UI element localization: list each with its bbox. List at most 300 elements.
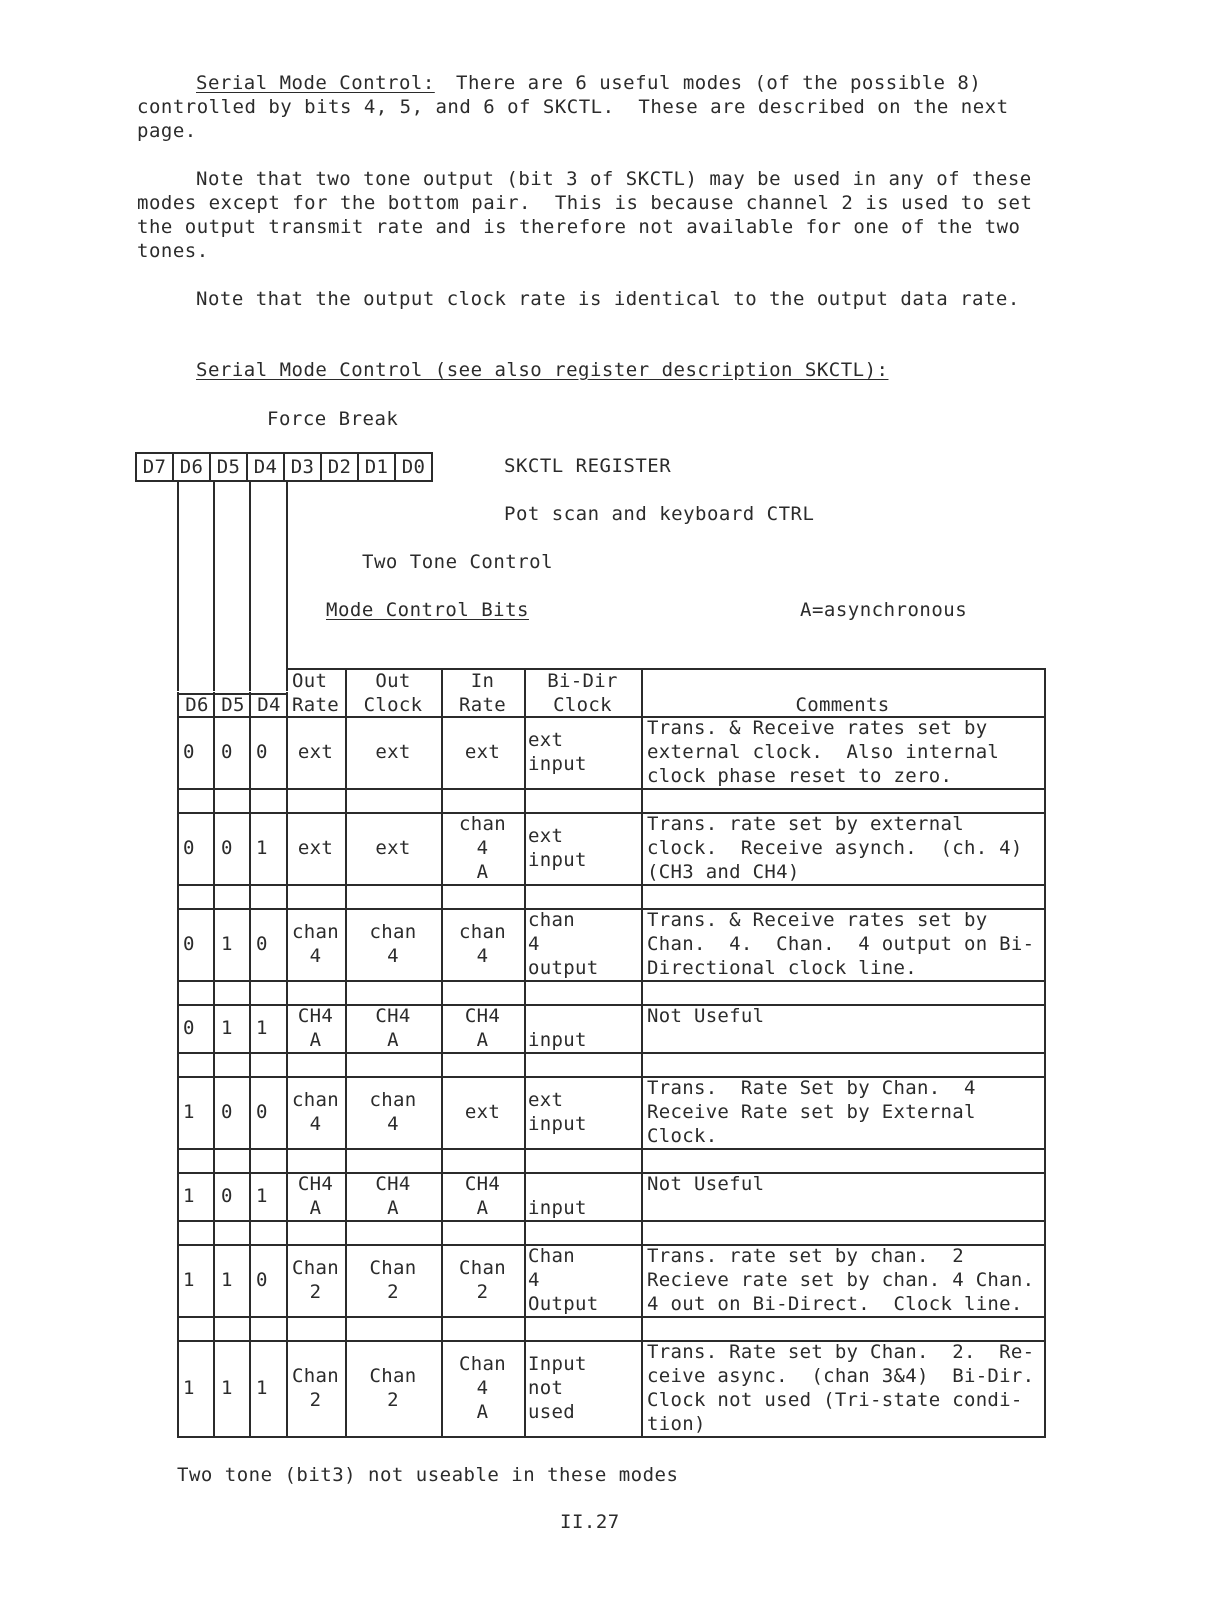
leader-line-d4 <box>249 481 251 691</box>
asynchronous-note: A=asynchronous <box>800 599 968 621</box>
cell-bidir: Chan <box>528 1245 575 1267</box>
row-col-rule <box>177 716 179 788</box>
cell-d4: 0 <box>256 741 268 763</box>
row-col-rule <box>641 1004 643 1052</box>
spacer-col-rule <box>286 788 288 812</box>
spacer-col-rule <box>213 788 215 812</box>
row-col-rule <box>345 716 347 788</box>
spacer-col-rule <box>177 1052 179 1076</box>
spacer-col-rule <box>213 884 215 908</box>
row-col-rule <box>524 1076 526 1148</box>
cell-d4: 1 <box>256 1185 268 1207</box>
row-col-rule <box>286 1172 288 1220</box>
row-col-rule <box>1044 812 1046 884</box>
spacer-col-rule <box>524 1052 526 1076</box>
spacer-col-rule <box>249 1220 251 1244</box>
row-col-rule <box>524 1340 526 1436</box>
spacer-col-rule <box>345 788 347 812</box>
spacer-col-rule <box>286 1220 288 1244</box>
cell-comments: tion) <box>647 1413 706 1435</box>
row-col-rule <box>286 812 288 884</box>
cell-in-rate: ext <box>464 1101 501 1123</box>
cell-out-clock: 2 <box>387 1389 399 1411</box>
row-col-rule <box>213 1244 215 1316</box>
cell-d6: 1 <box>183 1377 195 1399</box>
spacer-col-rule <box>524 980 526 1004</box>
cell-comments: Trans. Rate Set by Chan. 4 <box>647 1077 976 1099</box>
header-out-clock: Clock <box>363 694 423 716</box>
row-col-rule <box>441 812 443 884</box>
spacer-col-rule <box>177 1316 179 1340</box>
cell-bidir: ext <box>528 729 564 751</box>
row-col-rule <box>213 1172 215 1220</box>
cell-comments: clock phase reset to zero. <box>647 765 953 787</box>
register-bit: D4 <box>246 454 283 480</box>
intro-paragraph-2-line-3: the output transmit rate and is therefore not available for one of the two <box>137 216 1021 238</box>
cell-comments: Not Useful <box>647 1005 765 1027</box>
cell-bidir: chan <box>528 909 575 931</box>
cell-comments: (CH3 and CH4) <box>647 861 800 883</box>
mode-control-bits-label: Mode Control Bits <box>326 599 529 621</box>
row-col-rule <box>177 1004 179 1052</box>
row-col-rule <box>249 1004 251 1052</box>
spacer-col-rule <box>249 1148 251 1172</box>
cell-bidir: input <box>528 753 587 775</box>
cell-out-rate: Chan <box>292 1257 339 1279</box>
spacer-col-rule <box>441 1148 443 1172</box>
cell-d4: 1 <box>256 837 268 859</box>
spacer-bottom-rule <box>177 1172 1046 1174</box>
intro-paragraph-2-line-2: modes except for the bottom pair. This is because channel 2 is used to set <box>137 192 1033 214</box>
cell-out-clock: 4 <box>387 945 399 967</box>
spacer-col-rule <box>1044 1052 1046 1076</box>
row-col-rule <box>286 1004 288 1052</box>
spacer-col-rule <box>249 1052 251 1076</box>
force-break-label: Force Break <box>267 408 399 430</box>
header-bit-col-rule <box>177 692 179 716</box>
header-bit-col-rule <box>286 692 288 716</box>
intro-paragraph-1-line-2: controlled by bits 4, 5, and 6 of SKCTL. These are described on the next <box>137 96 1009 118</box>
row-col-rule <box>641 716 643 788</box>
spacer-col-rule <box>524 788 526 812</box>
cell-out-clock: A <box>387 1029 399 1051</box>
row-col-rule <box>286 1244 288 1316</box>
cell-in-rate: CH4 <box>464 1005 501 1027</box>
spacer-col-rule <box>641 1052 643 1076</box>
spacer-col-rule <box>524 1316 526 1340</box>
row-col-rule <box>213 1004 215 1052</box>
row-col-rule <box>345 908 347 980</box>
cell-d4: 1 <box>256 1377 268 1399</box>
cell-out-rate: chan <box>292 921 339 943</box>
spacer-col-rule <box>249 884 251 908</box>
cell-out-clock: ext <box>375 741 411 763</box>
cell-bidir: input <box>528 1113 587 1135</box>
leader-line-d3 <box>286 481 288 691</box>
header-col-rule <box>345 668 347 716</box>
skctl-register-bits <box>135 452 433 482</box>
cell-out-clock: CH4 <box>375 1005 411 1027</box>
cell-out-clock: chan <box>369 921 417 943</box>
spacer-col-rule <box>249 1316 251 1340</box>
row-col-rule <box>177 1076 179 1148</box>
row-col-rule <box>1044 1340 1046 1436</box>
spacer-col-rule <box>524 1220 526 1244</box>
cell-bidir: 4 <box>528 1269 540 1291</box>
header-top-rule <box>286 668 1046 670</box>
cell-d6: 1 <box>183 1185 195 1207</box>
cell-bidir: Output <box>528 1293 599 1315</box>
spacer-col-rule <box>1044 1316 1046 1340</box>
cell-d5: 0 <box>221 1101 233 1123</box>
spacer-col-rule <box>441 884 443 908</box>
spacer-col-rule <box>641 980 643 1004</box>
header-out-rate: Out <box>292 670 328 692</box>
spacer-col-rule <box>345 1052 347 1076</box>
row-col-rule <box>177 812 179 884</box>
cell-out-rate: 4 <box>309 1113 322 1135</box>
row-col-rule <box>177 1244 179 1316</box>
spacer-col-rule <box>441 788 443 812</box>
register-bit: D1 <box>357 454 394 480</box>
leader-line-d6 <box>177 481 179 691</box>
cell-d4: 0 <box>256 1101 268 1123</box>
header-comments: Comments <box>795 694 890 716</box>
row-col-rule <box>249 1172 251 1220</box>
cell-d6: 1 <box>183 1101 195 1123</box>
spacer-col-rule <box>524 884 526 908</box>
row-col-rule <box>441 1172 443 1220</box>
register-name: SKCTL REGISTER <box>504 455 672 477</box>
row-col-rule <box>1044 1004 1046 1052</box>
register-bit: D2 <box>320 454 357 480</box>
cell-in-rate: ext <box>464 741 501 763</box>
spacer-col-rule <box>177 788 179 812</box>
spacer-col-rule <box>441 980 443 1004</box>
row-bottom-rule <box>177 1436 1046 1438</box>
spacer-col-rule <box>213 1220 215 1244</box>
cell-out-rate: CH4 <box>297 1173 334 1195</box>
row-col-rule <box>524 1004 526 1052</box>
header-bottom-rule <box>177 716 1046 718</box>
cell-comments: clock. Receive asynch. (ch. 4) <box>647 837 1023 859</box>
cell-in-rate: A <box>476 1401 489 1423</box>
spacer-col-rule <box>345 1148 347 1172</box>
spacer-bottom-rule <box>177 1340 1046 1342</box>
cell-comments: Trans. rate set by chan. 2 <box>647 1245 964 1267</box>
cell-d5: 1 <box>221 1377 233 1399</box>
header-col-rule <box>441 668 443 716</box>
cell-d6: 0 <box>183 837 195 859</box>
spacer-col-rule <box>524 1148 526 1172</box>
row-col-rule <box>249 812 251 884</box>
cell-out-clock: ext <box>375 837 411 859</box>
cell-in-rate: chan <box>459 813 506 835</box>
register-bit: D7 <box>135 454 172 480</box>
header-right-rule <box>1044 668 1046 716</box>
header-in-rate: In <box>470 670 495 692</box>
row-col-rule <box>641 1244 643 1316</box>
cell-out-clock: A <box>387 1197 399 1219</box>
row-col-rule <box>641 1076 643 1148</box>
row-col-rule <box>249 1076 251 1148</box>
spacer-col-rule <box>286 1052 288 1076</box>
row-col-rule <box>1044 1244 1046 1316</box>
row-col-rule <box>641 1340 643 1436</box>
spacer-col-rule <box>1044 980 1046 1004</box>
cell-d5: 0 <box>221 837 233 859</box>
row-col-rule <box>441 1004 443 1052</box>
cell-bidir: input <box>528 1029 587 1051</box>
row-col-rule <box>641 908 643 980</box>
row-col-rule <box>441 1340 443 1436</box>
spacer-col-rule <box>1044 1148 1046 1172</box>
cell-bidir: not <box>528 1377 564 1399</box>
cell-out-clock: Chan <box>369 1257 417 1279</box>
row-col-rule <box>441 908 443 980</box>
pot-scan-label: Pot scan and keyboard CTRL <box>504 503 815 525</box>
spacer-col-rule <box>177 980 179 1004</box>
cell-out-rate: 4 <box>309 945 322 967</box>
row-col-rule <box>286 908 288 980</box>
spacer-col-rule <box>286 1148 288 1172</box>
cell-out-clock: 2 <box>387 1281 399 1303</box>
header-d4: D4 <box>257 694 281 716</box>
spacer-bottom-rule <box>177 1244 1046 1246</box>
cell-comments: ceive async. (chan 3&4) Bi-Dir. <box>647 1365 1035 1387</box>
cell-bidir: input <box>528 1197 587 1219</box>
row-col-rule <box>345 1004 347 1052</box>
cell-d6: 0 <box>183 741 195 763</box>
header-out-rate: Rate <box>292 694 339 716</box>
spacer-col-rule <box>441 1220 443 1244</box>
row-col-rule <box>177 1172 179 1220</box>
row-col-rule <box>524 1172 526 1220</box>
spacer-col-rule <box>249 980 251 1004</box>
cell-d6: 1 <box>183 1269 195 1291</box>
spacer-col-rule <box>441 1052 443 1076</box>
cell-d6: 0 <box>183 1017 195 1039</box>
spacer-col-rule <box>641 1220 643 1244</box>
intro-paragraph-3: Note that the output clock rate is identical to the output data rate. <box>196 288 1020 310</box>
spacer-col-rule <box>177 1220 179 1244</box>
spacer-col-rule <box>213 1052 215 1076</box>
row-bottom-rule <box>177 1220 1046 1222</box>
cell-bidir: ext <box>528 825 564 847</box>
spacer-col-rule <box>345 980 347 1004</box>
leader-line-d5 <box>213 481 215 691</box>
row-col-rule <box>345 1340 347 1436</box>
cell-in-rate: 4 <box>476 1377 489 1399</box>
row-col-rule <box>213 1076 215 1148</box>
cell-out-rate: ext <box>297 837 334 859</box>
cell-d6: 0 <box>183 933 195 955</box>
spacer-col-rule <box>441 1316 443 1340</box>
cell-out-rate: ext <box>297 741 334 763</box>
row-col-rule <box>345 1076 347 1148</box>
spacer-col-rule <box>286 980 288 1004</box>
cell-comments: Not Useful <box>647 1173 765 1195</box>
row-col-rule <box>441 1244 443 1316</box>
row-col-rule <box>1044 716 1046 788</box>
spacer-col-rule <box>286 884 288 908</box>
register-bit: D3 <box>283 454 320 480</box>
cell-comments: Clock. <box>647 1125 718 1147</box>
cell-in-rate: A <box>476 861 489 883</box>
cell-comments: Chan. 4. Chan. 4 output on Bi- <box>647 933 1035 955</box>
cell-comments: Trans. rate set by external <box>647 813 964 835</box>
intro-paragraph-2-line-1: Note that two tone output (bit 3 of SKCTL) may be used in any of these <box>196 168 1032 190</box>
page-number: II.27 <box>560 1511 620 1533</box>
intro-paragraph-2-line-4: tones. <box>137 240 209 262</box>
cell-d5: 0 <box>221 741 233 763</box>
header-bidir-clock: Bi-Dir <box>547 670 618 692</box>
cell-out-rate: Chan <box>292 1365 339 1387</box>
cell-d4: 1 <box>256 1017 268 1039</box>
spacer-col-rule <box>1044 1220 1046 1244</box>
register-bit: D5 <box>209 454 246 480</box>
cell-in-rate: A <box>476 1029 489 1051</box>
cell-d5: 0 <box>221 1185 233 1207</box>
row-col-rule <box>177 1340 179 1436</box>
row-col-rule <box>213 812 215 884</box>
row-col-rule <box>524 716 526 788</box>
row-col-rule <box>249 1340 251 1436</box>
header-d5: D5 <box>221 694 245 716</box>
cell-out-clock: 4 <box>387 1113 399 1135</box>
cell-comments: Receive Rate set by External <box>647 1101 976 1123</box>
spacer-col-rule <box>286 1316 288 1340</box>
row-col-rule <box>345 1244 347 1316</box>
cell-bidir: Input <box>528 1353 587 1375</box>
cell-in-rate: CH4 <box>464 1173 501 1195</box>
intro-paragraph-1-line-3: page. <box>137 120 197 142</box>
header-bit-col-rule <box>249 692 251 716</box>
row-col-rule <box>345 1172 347 1220</box>
cell-d4: 0 <box>256 1269 268 1291</box>
row-col-rule <box>177 908 179 980</box>
cell-comments: Trans. & Receive rates set by <box>647 717 988 739</box>
cell-out-rate: 2 <box>309 1281 322 1303</box>
row-col-rule <box>213 1340 215 1436</box>
cell-bidir: output <box>528 957 599 979</box>
cell-out-rate: A <box>309 1197 322 1219</box>
cell-d4: 0 <box>256 933 268 955</box>
cell-bidir: 4 <box>528 933 540 955</box>
spacer-col-rule <box>213 980 215 1004</box>
row-col-rule <box>345 812 347 884</box>
two-tone-control-label: Two Tone Control <box>362 551 554 573</box>
cell-in-rate: Chan <box>459 1257 506 1279</box>
row-col-rule <box>249 716 251 788</box>
spacer-col-rule <box>177 1148 179 1172</box>
row-bottom-rule <box>177 1148 1046 1150</box>
row-col-rule <box>441 716 443 788</box>
register-bit: D0 <box>394 454 433 480</box>
row-bottom-rule <box>177 1316 1046 1318</box>
header-col-rule <box>641 668 643 716</box>
cell-comments: Trans. Rate set by Chan. 2. Re- <box>647 1341 1035 1363</box>
cell-comments: Recieve rate set by chan. 4 Chan. <box>647 1269 1035 1291</box>
row-col-rule <box>213 908 215 980</box>
spacer-col-rule <box>1044 884 1046 908</box>
row-col-rule <box>1044 1076 1046 1148</box>
spacer-col-rule <box>641 788 643 812</box>
row-col-rule <box>441 1076 443 1148</box>
cell-comments: 4 out on Bi-Direct. Clock line. <box>647 1293 1023 1315</box>
spacer-col-rule <box>213 1316 215 1340</box>
cell-d5: 1 <box>221 1017 233 1039</box>
spacer-col-rule <box>641 1148 643 1172</box>
spacer-col-rule <box>641 884 643 908</box>
cell-bidir: used <box>528 1401 575 1423</box>
row-col-rule <box>213 716 215 788</box>
spacer-bottom-rule <box>177 908 1046 910</box>
spacer-col-rule <box>249 788 251 812</box>
cell-d5: 1 <box>221 933 233 955</box>
row-col-rule <box>524 812 526 884</box>
cell-in-rate: 2 <box>476 1281 489 1303</box>
header-col-rule <box>524 668 526 716</box>
spacer-bottom-rule <box>177 812 1046 814</box>
cell-out-rate: 2 <box>309 1389 322 1411</box>
header-d6: D6 <box>185 694 209 716</box>
header-bit-rule <box>177 693 288 695</box>
cell-in-rate: 4 <box>476 837 489 859</box>
row-bottom-rule <box>177 884 1046 886</box>
cell-out-rate: A <box>309 1029 322 1051</box>
register-section-title: Serial Mode Control (see also register description SKCTL): <box>196 359 889 381</box>
spacer-bottom-rule <box>177 1004 1046 1006</box>
header-out-clock: Out <box>375 670 411 692</box>
spacer-col-rule <box>345 1316 347 1340</box>
spacer-bottom-rule <box>177 1076 1046 1078</box>
row-col-rule <box>249 908 251 980</box>
row-col-rule <box>286 1340 288 1436</box>
cell-out-rate: CH4 <box>297 1005 334 1027</box>
register-bit: D6 <box>172 454 209 480</box>
cell-out-clock: chan <box>369 1089 417 1111</box>
cell-in-rate: A <box>476 1197 489 1219</box>
row-col-rule <box>1044 1172 1046 1220</box>
row-bottom-rule <box>177 1052 1046 1054</box>
row-col-rule <box>286 716 288 788</box>
spacer-col-rule <box>1044 788 1046 812</box>
footnote: Two tone (bit3) not useable in these modes <box>177 1464 679 1486</box>
intro-paragraph-1-line-1: There are 6 useful modes (of the possible 8) <box>456 72 982 94</box>
cell-in-rate: chan <box>459 921 506 943</box>
cell-out-clock: Chan <box>369 1365 417 1387</box>
row-col-rule <box>249 1244 251 1316</box>
row-col-rule <box>286 1076 288 1148</box>
header-in-rate: Rate <box>459 694 506 716</box>
row-col-rule <box>641 1172 643 1220</box>
cell-in-rate: 4 <box>476 945 489 967</box>
cell-bidir: ext <box>528 1089 564 1111</box>
spacer-col-rule <box>345 884 347 908</box>
spacer-col-rule <box>345 1220 347 1244</box>
row-col-rule <box>524 908 526 980</box>
row-bottom-rule <box>177 788 1046 790</box>
row-bottom-rule <box>177 980 1046 982</box>
cell-comments: Directional clock line. <box>647 957 917 979</box>
spacer-col-rule <box>213 1148 215 1172</box>
cell-out-clock: CH4 <box>375 1173 411 1195</box>
header-bit-col-rule <box>213 692 215 716</box>
cell-in-rate: Chan <box>459 1353 506 1375</box>
cell-out-rate: chan <box>292 1089 339 1111</box>
spacer-col-rule <box>641 1316 643 1340</box>
